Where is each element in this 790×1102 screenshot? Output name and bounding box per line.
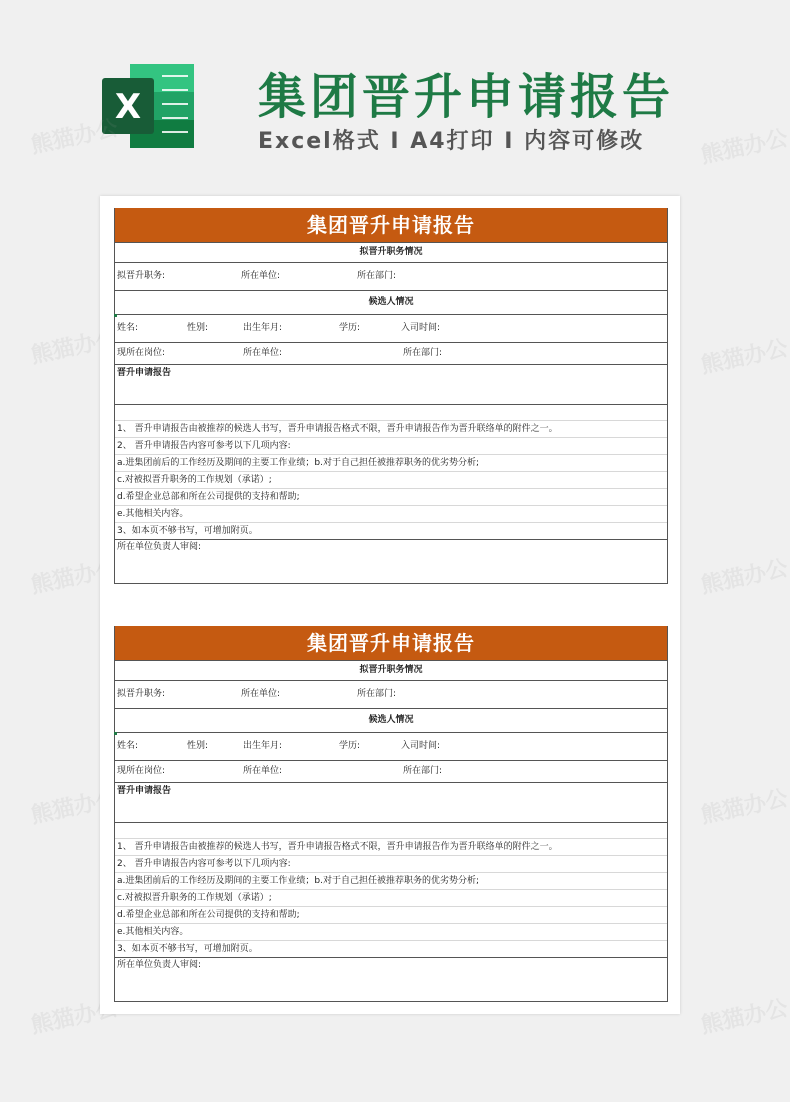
watermark: 熊猫办公 xyxy=(698,786,790,829)
watermark: 熊猫办公 xyxy=(28,786,121,829)
section-candidate-header xyxy=(115,290,667,314)
position-row xyxy=(115,680,667,708)
report-label: 晋升申请报告 xyxy=(117,368,172,378)
unit-label: 所在单位: xyxy=(241,689,281,699)
watermark: 熊猫办公 xyxy=(698,996,790,1039)
spacer-row xyxy=(115,822,667,838)
page-subtitle: Excel格式 I A4打印 I 内容可修改 xyxy=(258,129,645,154)
note-item: d.希望企业总部和所在公司提供的支持和帮助; xyxy=(115,906,667,923)
section-candidate-header xyxy=(115,708,667,732)
current-department-label: 所在部门: xyxy=(403,766,443,776)
current-unit-label: 所在单位: xyxy=(243,348,283,358)
note-item: 2、 晋升申请报告内容可参考以下几项内容: xyxy=(115,855,667,872)
watermark: 熊猫办公 xyxy=(698,126,790,169)
form-title: 集团晋升申请报告 xyxy=(115,626,667,660)
document-page xyxy=(100,196,680,1014)
birth-date-label: 出生年月: xyxy=(243,741,283,751)
department-label: 所在部门: xyxy=(357,271,397,281)
review-row xyxy=(115,539,667,583)
watermark: 熊猫办公 xyxy=(698,336,790,379)
join-date-label: 入司时间: xyxy=(401,741,441,751)
candidate-row xyxy=(115,314,667,342)
target-position-label: 拟晋升职务: xyxy=(117,689,166,699)
watermark: 熊猫办公 xyxy=(28,556,121,599)
unit-label: 所在单位: xyxy=(241,271,281,281)
note-item: 2、 晋升申请报告内容可参考以下几项内容: xyxy=(115,437,667,454)
review-row xyxy=(115,957,667,1001)
note-item: e.其他相关内容。 xyxy=(115,505,667,522)
birth-date-label: 出生年月: xyxy=(243,323,283,333)
education-label: 学历: xyxy=(339,741,361,751)
education-label: 学历: xyxy=(339,323,361,333)
section-position-label: 拟晋升职务情况 xyxy=(359,247,423,257)
note-item: d.希望企业总部和所在公司提供的支持和帮助; xyxy=(115,488,667,505)
note-item: a.进集团前后的工作经历及期间的主要工作业绩；b.对于自己担任被推荐职务的优劣势分析; xyxy=(115,454,667,471)
note-item: 1、 晋升申请报告由被推荐的候选人书写，晋升申请报告格式不限，晋升申请报告作为晋升联络单的附件之一。 xyxy=(115,420,667,437)
current-post-label: 现所在岗位: xyxy=(117,766,166,776)
excel-logo-icon xyxy=(100,58,198,154)
department-label: 所在部门: xyxy=(357,689,397,699)
name-label: 姓名: xyxy=(117,323,139,333)
gender-label: 性别: xyxy=(187,741,209,751)
watermark: 熊猫办公 xyxy=(28,116,121,159)
section-candidate-label: 候选人情况 xyxy=(368,297,414,307)
promotion-form xyxy=(114,208,668,584)
watermark: 熊猫办公 xyxy=(698,556,790,599)
current-department-label: 所在部门: xyxy=(403,348,443,358)
join-date-label: 入司时间: xyxy=(401,323,441,333)
page-title: 集团晋升申请报告 xyxy=(258,69,675,125)
note-item: 3、如本页不够书写，可增加附页。 xyxy=(115,940,667,957)
report-label: 晋升申请报告 xyxy=(117,786,172,796)
note-item: c.对被拟晋升职务的工作规划（承诺）; xyxy=(115,889,667,906)
header xyxy=(0,0,780,190)
note-item: a.进集团前后的工作经历及期间的主要工作业绩；b.对于自己担任被推荐职务的优劣势分析; xyxy=(115,872,667,889)
form-title: 集团晋升申请报告 xyxy=(115,208,667,242)
review-label: 所在单位负责人审阅: xyxy=(117,960,202,970)
section-position-header xyxy=(115,660,667,680)
excel-logo-letter: X xyxy=(114,87,142,127)
candidate-row xyxy=(115,732,667,760)
report-row xyxy=(115,364,667,404)
current-post-row xyxy=(115,760,667,782)
note-item: 1、 晋升申请报告由被推荐的候选人书写，晋升申请报告格式不限，晋升申请报告作为晋升联络单的附件之一。 xyxy=(115,838,667,855)
target-position-label: 拟晋升职务: xyxy=(117,271,166,281)
review-label: 所在单位负责人审阅: xyxy=(117,542,202,552)
current-unit-label: 所在单位: xyxy=(243,766,283,776)
position-row xyxy=(115,262,667,290)
current-post-row xyxy=(115,342,667,364)
section-position-header xyxy=(115,242,667,262)
note-item: c.对被拟晋升职务的工作规划（承诺）; xyxy=(115,471,667,488)
watermark: 熊猫办公 xyxy=(28,996,121,1039)
name-label: 姓名: xyxy=(117,741,139,751)
report-row xyxy=(115,782,667,822)
note-item: e.其他相关内容。 xyxy=(115,923,667,940)
promotion-form xyxy=(114,626,668,1002)
spacer-row xyxy=(115,404,667,420)
note-item: 3、如本页不够书写，可增加附页。 xyxy=(115,522,667,539)
section-candidate-label: 候选人情况 xyxy=(368,715,414,725)
gender-label: 性别: xyxy=(187,323,209,333)
current-post-label: 现所在岗位: xyxy=(117,348,166,358)
watermark: 熊猫办公 xyxy=(28,326,121,369)
section-position-label: 拟晋升职务情况 xyxy=(359,665,423,675)
